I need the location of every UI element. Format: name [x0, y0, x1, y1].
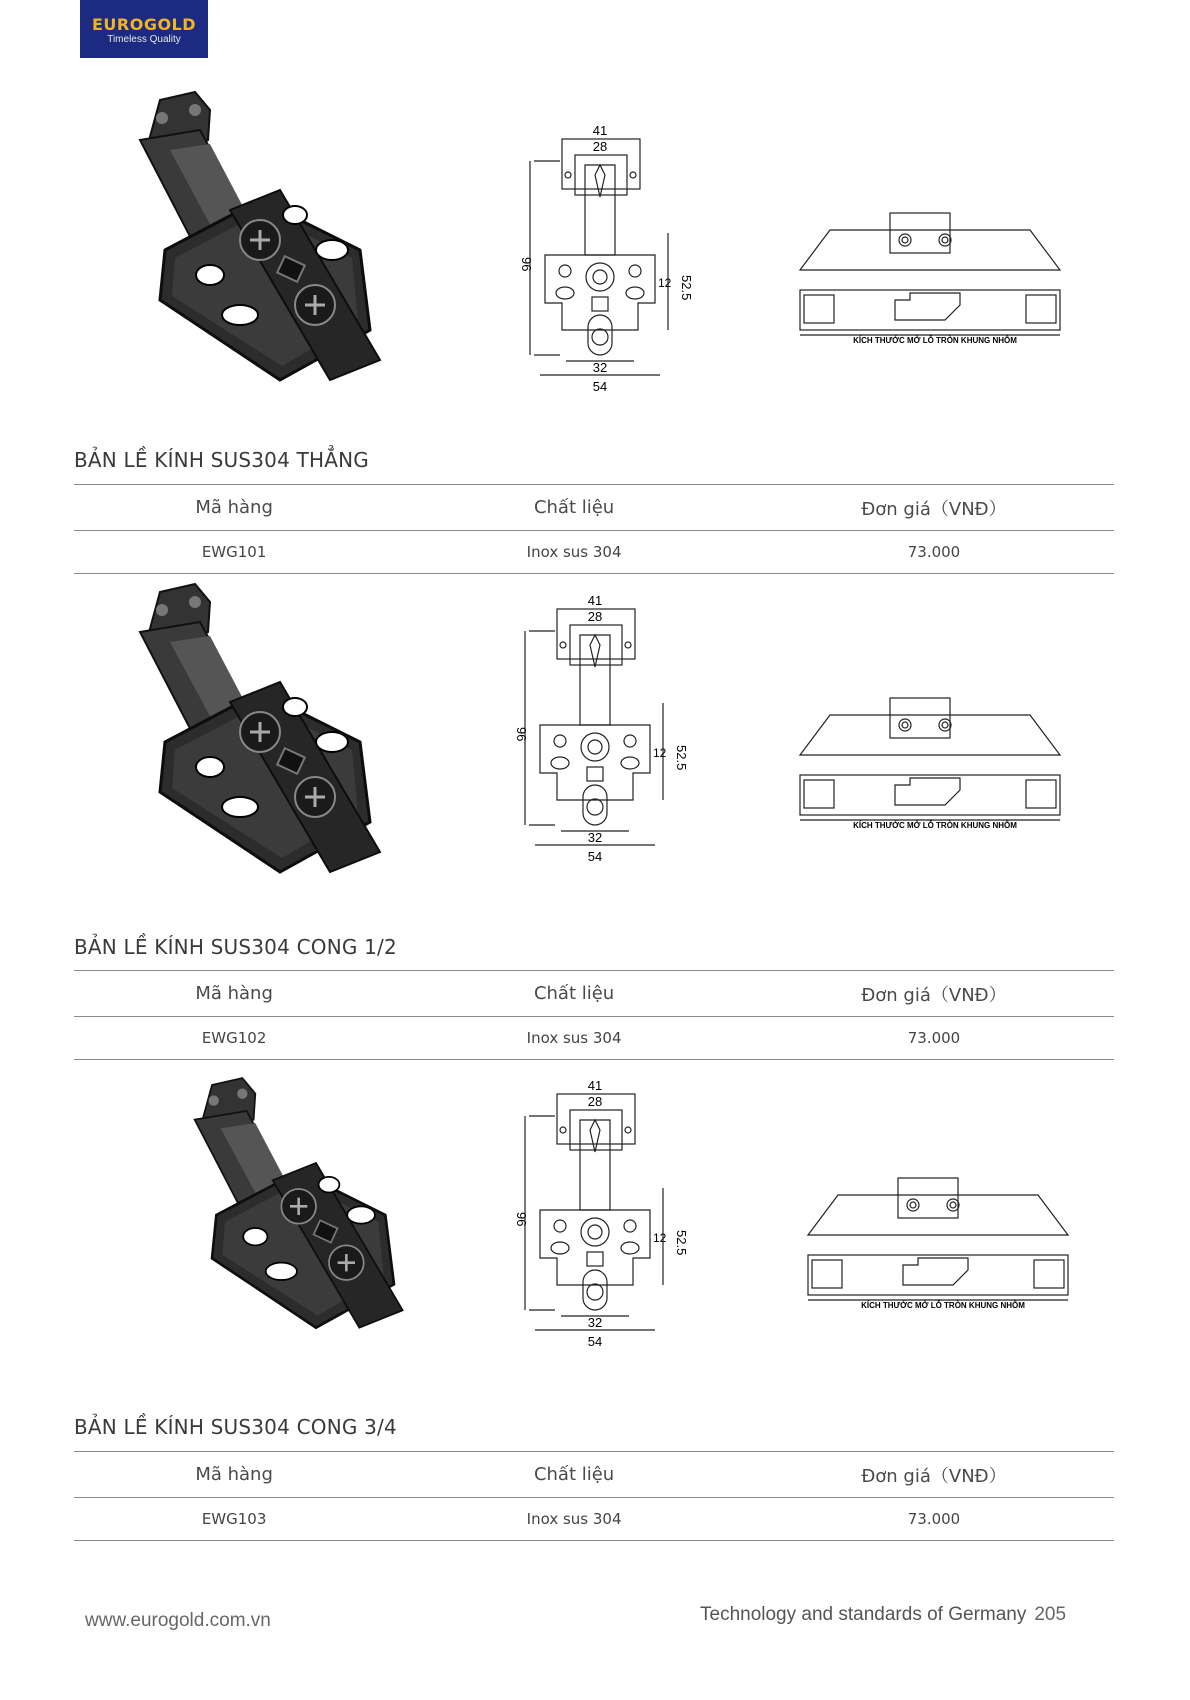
- dim-54: 54: [587, 1334, 603, 1349]
- technical-drawing-front: [519, 123, 694, 405]
- product-photo: [100, 100, 400, 400]
- dim-12: 12: [653, 1231, 667, 1245]
- dim-41: 41: [592, 123, 608, 138]
- header-price: Đơn giá（VNĐ）: [754, 1452, 1114, 1498]
- table-row: [74, 1017, 1114, 1060]
- header-material: Chất liệu: [394, 1452, 754, 1498]
- dim-12: 12: [653, 746, 667, 760]
- brand-logo: [80, 0, 208, 58]
- footer-slogan-block: [700, 1604, 1066, 1626]
- technical-drawing-front: [514, 1078, 689, 1360]
- header-code: Mã hàng: [74, 971, 394, 1017]
- dim-41: 41: [587, 593, 603, 608]
- dim-28: 28: [587, 609, 603, 624]
- dim-96: 96: [519, 257, 534, 272]
- table-row: [74, 531, 1114, 574]
- header-code: Mã hàng: [74, 1452, 394, 1498]
- technical-drawing-cutout: [800, 680, 1070, 830]
- technical-drawing-cutout: [808, 1160, 1078, 1310]
- product-title: BẢN LỀ KÍNH SUS304 CONG 3/4: [74, 1415, 397, 1439]
- cutout-caption: KÍCH THƯỚC MỞ LỖ TRÒN KHUNG NHÔM: [853, 821, 1017, 830]
- cell-material: Inox sus 304: [394, 1017, 754, 1060]
- header-price: Đơn giá（VNĐ）: [754, 485, 1114, 531]
- header-code: Mã hàng: [74, 485, 394, 531]
- technical-drawing-front: [514, 593, 689, 875]
- spec-table: [74, 970, 1114, 1060]
- dim-41: 41: [587, 1078, 603, 1093]
- footer-slogan: Technology and standards of Germany: [700, 1604, 1027, 1625]
- technical-drawing-cutout: [800, 195, 1070, 345]
- cell-price: 73.000: [754, 1017, 1114, 1060]
- cell-price: 73.000: [754, 531, 1114, 574]
- spec-table: [74, 484, 1114, 574]
- cell-code: EWG101: [74, 531, 394, 574]
- dim-96: 96: [514, 727, 529, 742]
- product-title: BẢN LỀ KÍNH SUS304 CONG 1/2: [74, 935, 397, 959]
- dim-28: 28: [587, 1094, 603, 1109]
- cutout-caption: KÍCH THƯỚC MỞ LỖ TRÒN KHUNG NHÔM: [861, 1301, 1025, 1310]
- dim-52-5: 52.5: [674, 745, 689, 771]
- cutout-caption: KÍCH THƯỚC MỞ LỖ TRÒN KHUNG NHÔM: [853, 336, 1017, 345]
- cell-material: Inox sus 304: [394, 1498, 754, 1541]
- cell-material: Inox sus 304: [394, 531, 754, 574]
- product-title: BẢN LỀ KÍNH SUS304 THẲNG: [74, 448, 369, 472]
- footer-website[interactable]: www.eurogold.com.vn: [85, 1610, 271, 1631]
- dim-52-5: 52.5: [679, 275, 694, 301]
- dim-32: 32: [587, 830, 603, 845]
- page-number: 205: [1034, 1604, 1067, 1625]
- product-photo: [100, 592, 400, 892]
- dim-54: 54: [592, 379, 608, 394]
- logo-brand: EUROGOLD: [91, 15, 197, 34]
- header-material: Chất liệu: [394, 485, 754, 531]
- dim-32: 32: [587, 1315, 603, 1330]
- logo-tagline: Timeless Quality: [107, 34, 181, 45]
- cell-price: 73.000: [754, 1498, 1114, 1541]
- dim-54: 54: [587, 849, 603, 864]
- dim-28: 28: [592, 139, 608, 154]
- dim-52-5: 52.5: [674, 1230, 689, 1256]
- dim-12: 12: [658, 276, 672, 290]
- header-material: Chất liệu: [394, 971, 754, 1017]
- header-price: Đơn giá（VNĐ）: [754, 971, 1114, 1017]
- product-photo: [160, 1085, 420, 1345]
- cell-code: EWG103: [74, 1498, 394, 1541]
- spec-table: [74, 1451, 1114, 1541]
- cell-code: EWG102: [74, 1017, 394, 1060]
- table-row: [74, 1498, 1114, 1541]
- dim-96: 96: [514, 1212, 529, 1227]
- dim-32: 32: [592, 360, 608, 375]
